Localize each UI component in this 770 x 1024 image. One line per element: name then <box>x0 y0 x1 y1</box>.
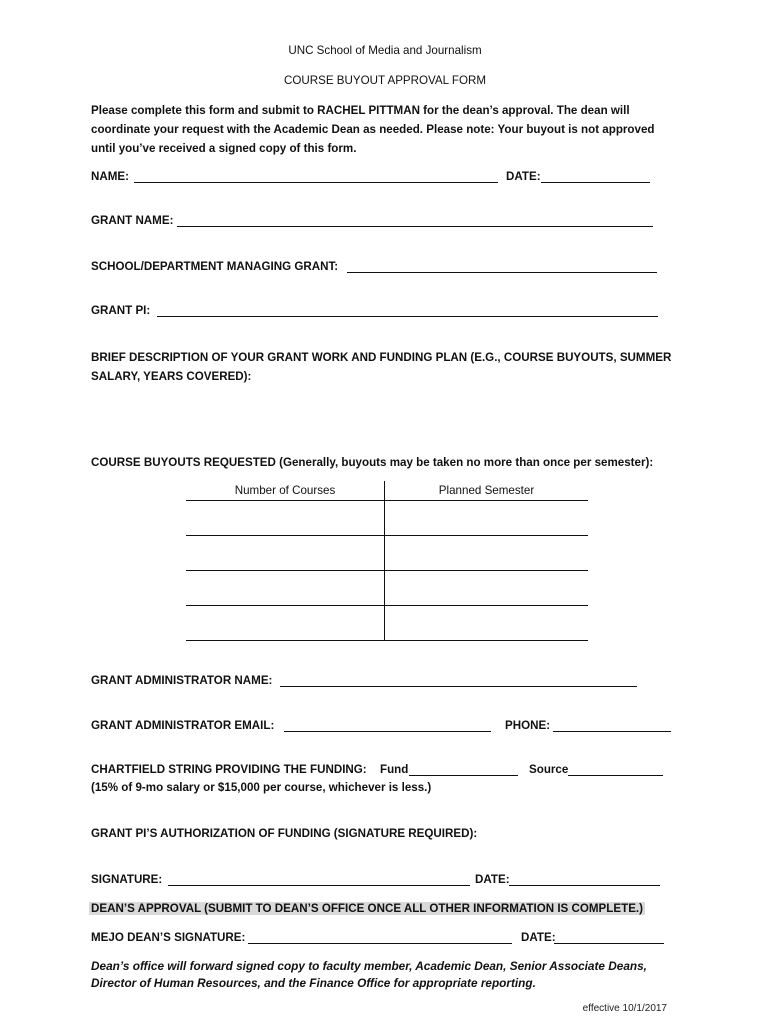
date-label: DATE: <box>506 170 541 183</box>
planned-semester-cell[interactable] <box>385 536 589 571</box>
number-of-courses-cell[interactable] <box>186 501 385 536</box>
school-department-label: SCHOOL/DEPARTMENT MANAGING GRANT: <box>91 260 339 273</box>
description-label: BRIEF DESCRIPTION OF YOUR GRANT WORK AND FUNDING PLAN (E.G., COURSE BUYOUTS, SUMMER SALARY, YEARS COVERED): <box>91 351 672 383</box>
intro-text: Please complete this form and submit to RACHEL PITTMAN for the dean’s approval. The dean will coordinate your request with the Academic Dean as needed. Please note: Your buyout is not approved until you’ve received a signed copy of this form. <box>91 104 655 155</box>
planned-semester-cell[interactable] <box>385 501 589 536</box>
authorization-date-label: DATE: <box>475 873 510 886</box>
table-row <box>186 501 588 536</box>
admin-name-label: GRANT ADMINISTRATOR NAME: <box>91 674 273 687</box>
phone-field[interactable] <box>553 731 671 732</box>
number-of-courses-cell[interactable] <box>186 606 385 641</box>
dean-approval-heading-text: DEAN’S APPROVAL (SUBMIT TO DEAN’S OFFICE ONCE ALL OTHER INFORMATION IS COMPLETE.) <box>91 902 644 915</box>
planned-semester-cell[interactable] <box>385 571 589 606</box>
dean-signature-field[interactable] <box>248 943 512 944</box>
table-row <box>186 536 588 571</box>
dean-signature-label: MEJO DEAN’S SIGNATURE: <box>91 931 246 944</box>
chartfield-label: CHARTFIELD STRING PROVIDING THE FUNDING: <box>91 763 367 776</box>
column-header-number-of-courses: Number of Courses <box>186 481 385 501</box>
authorization-date-field[interactable] <box>509 885 660 886</box>
signature-label: SIGNATURE: <box>91 873 163 886</box>
buyouts-heading: COURSE BUYOUTS REQUESTED (Generally, buyouts may be taken no more than once per semester): <box>91 456 654 469</box>
date-field[interactable] <box>541 182 650 183</box>
grant-pi-label: GRANT PI: <box>91 304 151 317</box>
phone-label: PHONE: <box>505 719 551 732</box>
admin-email-label: GRANT ADMINISTRATOR EMAIL: <box>91 719 275 732</box>
name-label: NAME: <box>91 170 129 183</box>
dean-date-field[interactable] <box>554 943 664 944</box>
admin-name-field[interactable] <box>280 686 637 687</box>
grant-name-field[interactable] <box>177 226 653 227</box>
column-header-planned-semester: Planned Semester <box>385 481 589 501</box>
school-name: UNC School of Media and Journalism <box>288 44 482 57</box>
grant-pi-field[interactable] <box>157 316 658 317</box>
description-area[interactable] <box>91 390 671 445</box>
form-title: COURSE BUYOUT APPROVAL FORM <box>283 74 487 87</box>
number-of-courses-cell[interactable] <box>186 536 385 571</box>
fund-label: Fund <box>380 763 409 776</box>
dean-approval-heading <box>89 902 645 915</box>
table-row <box>186 571 588 606</box>
grant-name-label: GRANT NAME: <box>91 214 174 227</box>
fund-field[interactable] <box>409 775 518 776</box>
buyouts-table <box>186 481 588 641</box>
source-field[interactable] <box>568 775 663 776</box>
name-field[interactable] <box>134 182 498 183</box>
planned-semester-cell[interactable] <box>385 606 589 641</box>
dean-date-label: DATE: <box>521 931 556 944</box>
table-row <box>186 606 588 641</box>
authorization-heading: GRANT PI’S AUTHORIZATION OF FUNDING (SIGNATURE REQUIRED): <box>91 827 478 840</box>
source-label: Source <box>529 763 569 776</box>
admin-email-field[interactable] <box>284 731 491 732</box>
signature-field[interactable] <box>168 885 470 886</box>
effective-date: effective 10/1/2017 <box>582 1003 667 1014</box>
number-of-courses-cell[interactable] <box>186 571 385 606</box>
school-department-field[interactable] <box>347 272 657 273</box>
dean-office-note: Dean’s office will forward signed copy to faculty member, Academic Dean, Senior Associate Deans, Director of Human Resources, and the Finance Office for appropriate reporting. <box>91 959 647 990</box>
chartfield-note: (15% of 9-mo salary or $15,000 per course, whichever is less.) <box>91 781 432 794</box>
